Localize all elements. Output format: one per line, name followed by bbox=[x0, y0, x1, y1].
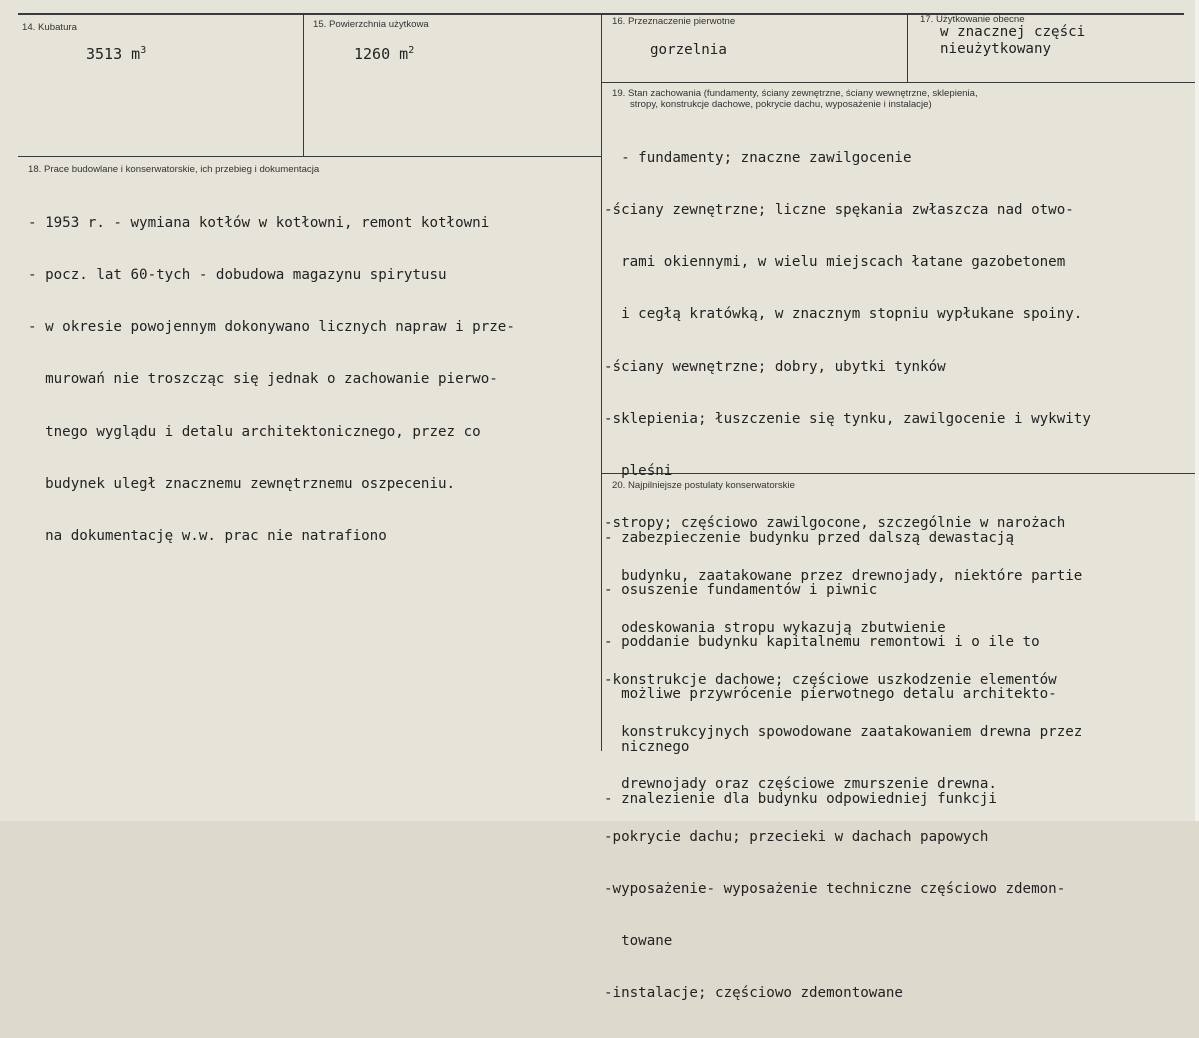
field-16-value: gorzelnia bbox=[650, 42, 727, 58]
field-16-label: 16. Przeznaczenie pierwotne bbox=[612, 16, 736, 27]
field-19-line: -konstrukcje dachowe; częściowe uszkodzenie elementów bbox=[604, 672, 1057, 688]
field-17-line: w znacznej części bbox=[940, 24, 1086, 40]
field-20-line: - zabezpieczenie budynku przed dalszą dewastacją bbox=[604, 529, 1014, 546]
divider-v-main bbox=[601, 13, 602, 751]
field-19-line: -instalacje; częściowo zdemontowane bbox=[604, 985, 903, 1002]
field-19-line: -ściany zewnętrzne; liczne spękania zwłaszcza nad otwo- bbox=[604, 202, 1074, 219]
field-17-label: 17. Użytkowanie obecne bbox=[920, 14, 1025, 25]
field-19-line: drewnojady oraz częściowe zmurszenie drewna. bbox=[604, 776, 997, 793]
field-18-line: - pocz. lat 60-tych - dobudowa magazynu spirytusu bbox=[28, 267, 447, 284]
field-18-line: - w okresie powojennym dokonywano licznych napraw i prze- bbox=[28, 319, 515, 336]
field-15-label: 15. Powierzchnia użytkowa bbox=[313, 19, 429, 30]
field-19-line: -sklepienia; łuszczenie się tynku, zawilgocenie i wykwity bbox=[604, 410, 1091, 427]
field-15-number: 1260 m bbox=[354, 45, 409, 63]
field-19-line: konstrukcyjnych spowodowane zaatakowaniem drewna przez bbox=[604, 724, 1083, 741]
field-18-line: tnego wyglądu i detalu architektonicznego, przez co bbox=[28, 423, 481, 440]
field-20-line: - znalezienie dla budynku odpowiedniej funkcji bbox=[604, 790, 997, 807]
field-18-line: na dokumentację w.w. prac nie natrafiono bbox=[28, 528, 387, 545]
field-20-line: możliwe przywrócenie pierwotnego detalu architekto- bbox=[604, 686, 1057, 703]
field-19-line: i cegłą kratówką, w znacznym stopniu wypłukane spoiny. bbox=[604, 306, 1083, 323]
field-19-line: towane bbox=[604, 933, 673, 950]
field-14-number: 3513 m bbox=[86, 45, 141, 63]
field-19-line: - fundamenty; znaczne zawilgocenie bbox=[604, 149, 912, 166]
field-14-label: 14. Kubatura bbox=[22, 22, 77, 33]
field-15-unit-exponent: 2 bbox=[408, 45, 415, 56]
field-14-unit-exponent: 3 bbox=[140, 45, 147, 56]
field-18-label: 18. Prace budowlane i konserwatorskie, ich przebieg i dokumentacja bbox=[28, 164, 320, 175]
divider-h-14-18 bbox=[18, 156, 602, 157]
field-19-line: odeskowania stropu wykazują zbutwienie bbox=[604, 619, 946, 636]
field-19-line: -pokrycie dachu; przecieki w dachach papowych bbox=[604, 828, 989, 845]
field-19-line: pleśni bbox=[604, 463, 673, 480]
field-14-value bbox=[86, 46, 146, 63]
divider-h-16-19 bbox=[601, 82, 1197, 83]
field-18-line: - 1953 r. - wymiana kotłów w kotłowni, remont kotłowni bbox=[28, 214, 490, 231]
field-19-line: rami okiennymi, w wielu miejscach łatane gazobetonem bbox=[604, 254, 1066, 271]
field-19-line: budynku, zaatakowane przez drewnojady, niektóre partie bbox=[604, 567, 1083, 584]
field-17-value bbox=[940, 24, 1085, 59]
field-18-text bbox=[28, 180, 515, 580]
field-19-line: -stropy; częściowo zawilgocone, szczególnie w narożach bbox=[604, 515, 1066, 532]
field-17-line: nieużytkowany bbox=[940, 41, 1052, 58]
divider-v-16-17 bbox=[907, 13, 908, 82]
field-19-label-line: stropy, konstrukcje dachowe, pokrycie dachu, wyposażenie i instalacje) bbox=[630, 99, 932, 110]
field-18-line: budynek uległ znacznemu zewnętrznemu oszpeceniu. bbox=[28, 475, 456, 492]
field-18-line: murowań nie troszcząc się jednak o zachowanie pierwo- bbox=[28, 371, 498, 388]
field-19-line: -wyposażenie- wyposażenie techniczne częściowo zdemon- bbox=[604, 880, 1066, 897]
field-20-label: 20. Najpilniejsze postulaty konserwatorskie bbox=[612, 480, 795, 491]
field-19-label bbox=[612, 88, 978, 110]
field-19-label-line: 19. Stan zachowania (fundamenty, ściany zewnętrzne, ściany wewnętrzne, sklepienia, bbox=[612, 88, 978, 99]
right-edge bbox=[1195, 0, 1199, 821]
field-15-value bbox=[354, 46, 414, 63]
field-20-text bbox=[604, 495, 1057, 843]
field-19-line: -ściany wewnętrzne; dobry, ubytki tynków bbox=[604, 358, 946, 375]
divider-v-14-15 bbox=[303, 13, 304, 156]
field-20-line: - osuszenie fundamentów i piwnic bbox=[604, 582, 878, 599]
field-20-line: - poddanie budynku kapitalnemu remontowi i o ile to bbox=[604, 634, 1040, 651]
field-20-line: nicznego bbox=[604, 738, 690, 755]
